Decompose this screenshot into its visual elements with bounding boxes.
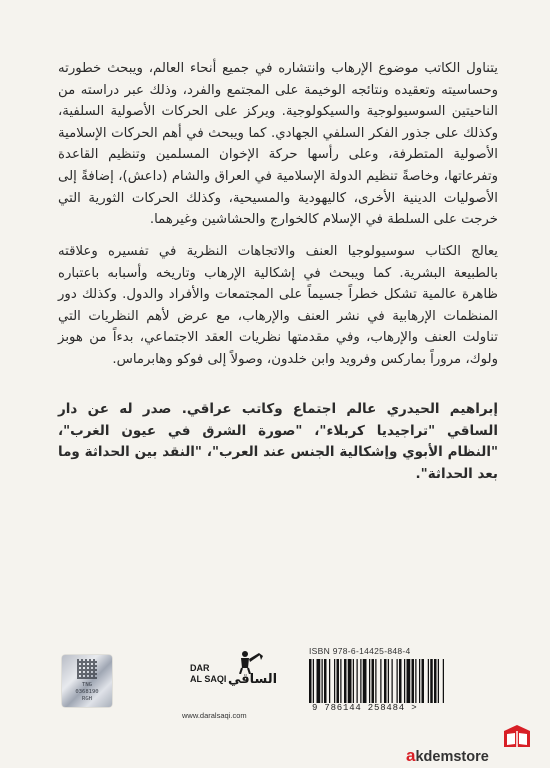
hologram-text: TNG (82, 682, 92, 688)
barcode-bar (388, 659, 389, 703)
barcode-bar (363, 659, 367, 703)
store-watermark (398, 719, 550, 768)
barcode-bar (322, 659, 323, 703)
barcode-bar (434, 659, 437, 703)
isbn-label: ISBN 978-6-14425-848-4 (309, 646, 411, 656)
store-name-prefix: a (406, 746, 416, 765)
barcode-bar (404, 659, 405, 703)
barcode-bar (443, 659, 444, 703)
barcode-bar (324, 659, 327, 703)
barcode-bar (313, 659, 314, 703)
barcode-bar (340, 659, 341, 703)
publisher-name: DAR (190, 663, 210, 673)
barcode-bar (344, 659, 347, 703)
qr-code-icon (77, 659, 97, 679)
barcode-digits: 9 786144 258484 > (312, 703, 418, 713)
barcode-bar (399, 659, 402, 703)
publisher-arabic-name: الساقي (228, 672, 278, 687)
author-bio (58, 399, 498, 485)
store-name-suffix: kdemstore (415, 749, 489, 765)
publisher-name: AL SAQI (190, 674, 227, 684)
hologram-sticker (62, 655, 112, 707)
author-bio-text: إبراهيم الحيدري عالم اجتماع وكاتب عراقي. صدر له عن دار الساقي "تراجيديا كربلاء"، "صورة الشرق في عيون الغرب"، "النظام الأبوي وإشكالية الجنس عند العرب"، "النقد بين الحداثة وما بعد الحداثة". (58, 401, 498, 482)
barcode-bar (419, 659, 420, 703)
barcode-bar (309, 659, 312, 703)
barcode-bar (397, 659, 398, 703)
publisher-website: www.daralsaqi.com (182, 711, 247, 720)
store-name (406, 746, 489, 766)
barcode-bar (384, 659, 387, 703)
paragraph-text: يتناول الكاتب موضوع الإرهاب وانتشاره في جميع أنحاء العالم، ويبحث خطورته وحساسيته وتعقيده ونتائجه الوخيمة على المجتمع والفرد، وذلك عبر دراسته من الناحيتين السوسيولوجية والسيكولوجية. ويركز على الحركات الأصولية السلفية، وكذلك على جذور الفكر السلفي الجهادي. كما ويبحث في أهم الحركات الإسلامية الأصولية المتطرفة، وعلى رأسها حركة الإخوان المسلمين وتنظيم القاعدة وتفرعاتها، وخاصةً تنظيم الدولة الإسلامية في العراق والشام (داعش)، إضافةً إلى الأصوليات الدينية الأخرى، كاليهودية والمسيحية، وكذلك الحركات الثورية التي خرجت على السلطة في الإسلام كالخوارج والحشاشين وغيرهما. (58, 61, 498, 228)
barcode-bar (360, 659, 361, 703)
description-paragraph-2 (58, 241, 498, 371)
barcode-bar (375, 659, 376, 703)
barcode-bar (430, 659, 433, 703)
publisher-logo (190, 650, 278, 700)
barcode-bar (369, 659, 370, 703)
barcode-bar (348, 659, 352, 703)
barcode-bar (357, 659, 358, 703)
barcode-bar (392, 659, 393, 703)
barcode-bar (334, 659, 335, 703)
barcode-bar (329, 659, 330, 703)
description-paragraph-1 (58, 58, 498, 231)
barcode-bar (372, 659, 375, 703)
hologram-text: RGH (82, 696, 92, 702)
hologram-text: 0368190 (75, 689, 99, 695)
publisher-figure-icon (235, 650, 265, 674)
barcode-bar (422, 659, 425, 703)
barcode-bar (317, 659, 321, 703)
paragraph-text: يعالج الكتاب سوسيولوجيا العنف والاتجاهات النظرية في تفسيره وعلاقته بالطبيعة البشرية. كما ويبحث في إشكالية الإرهاب وتاريخه وأسبابه باعتباره ظاهرة عالمية تشكل خطراً جسيماً على المجتمعات والأفراد والدول. وكذلك دور المنظمات الإرهابية في نشر العنف والإرهاب، مع عرض لأهم النظريات التي تناولت العنف والإرهاب، وفي مقدمتها نظريات العقد الاجتماعي، بدءاً من هوبز ولوك، مروراً بماركس وفرويد وابن خلدون، وصولاً إلى فوكو وهابرماس. (58, 244, 498, 367)
barcode-bar (428, 659, 429, 703)
barcode-bar (337, 659, 340, 703)
book-shop-icon (500, 722, 534, 750)
barcode-bar (380, 659, 381, 703)
barcode-bar (412, 659, 415, 703)
barcode-bar (415, 659, 416, 703)
barcode-bar (353, 659, 354, 703)
barcode-bar (438, 659, 439, 703)
barcode (309, 659, 485, 703)
barcode-bar (407, 659, 411, 703)
